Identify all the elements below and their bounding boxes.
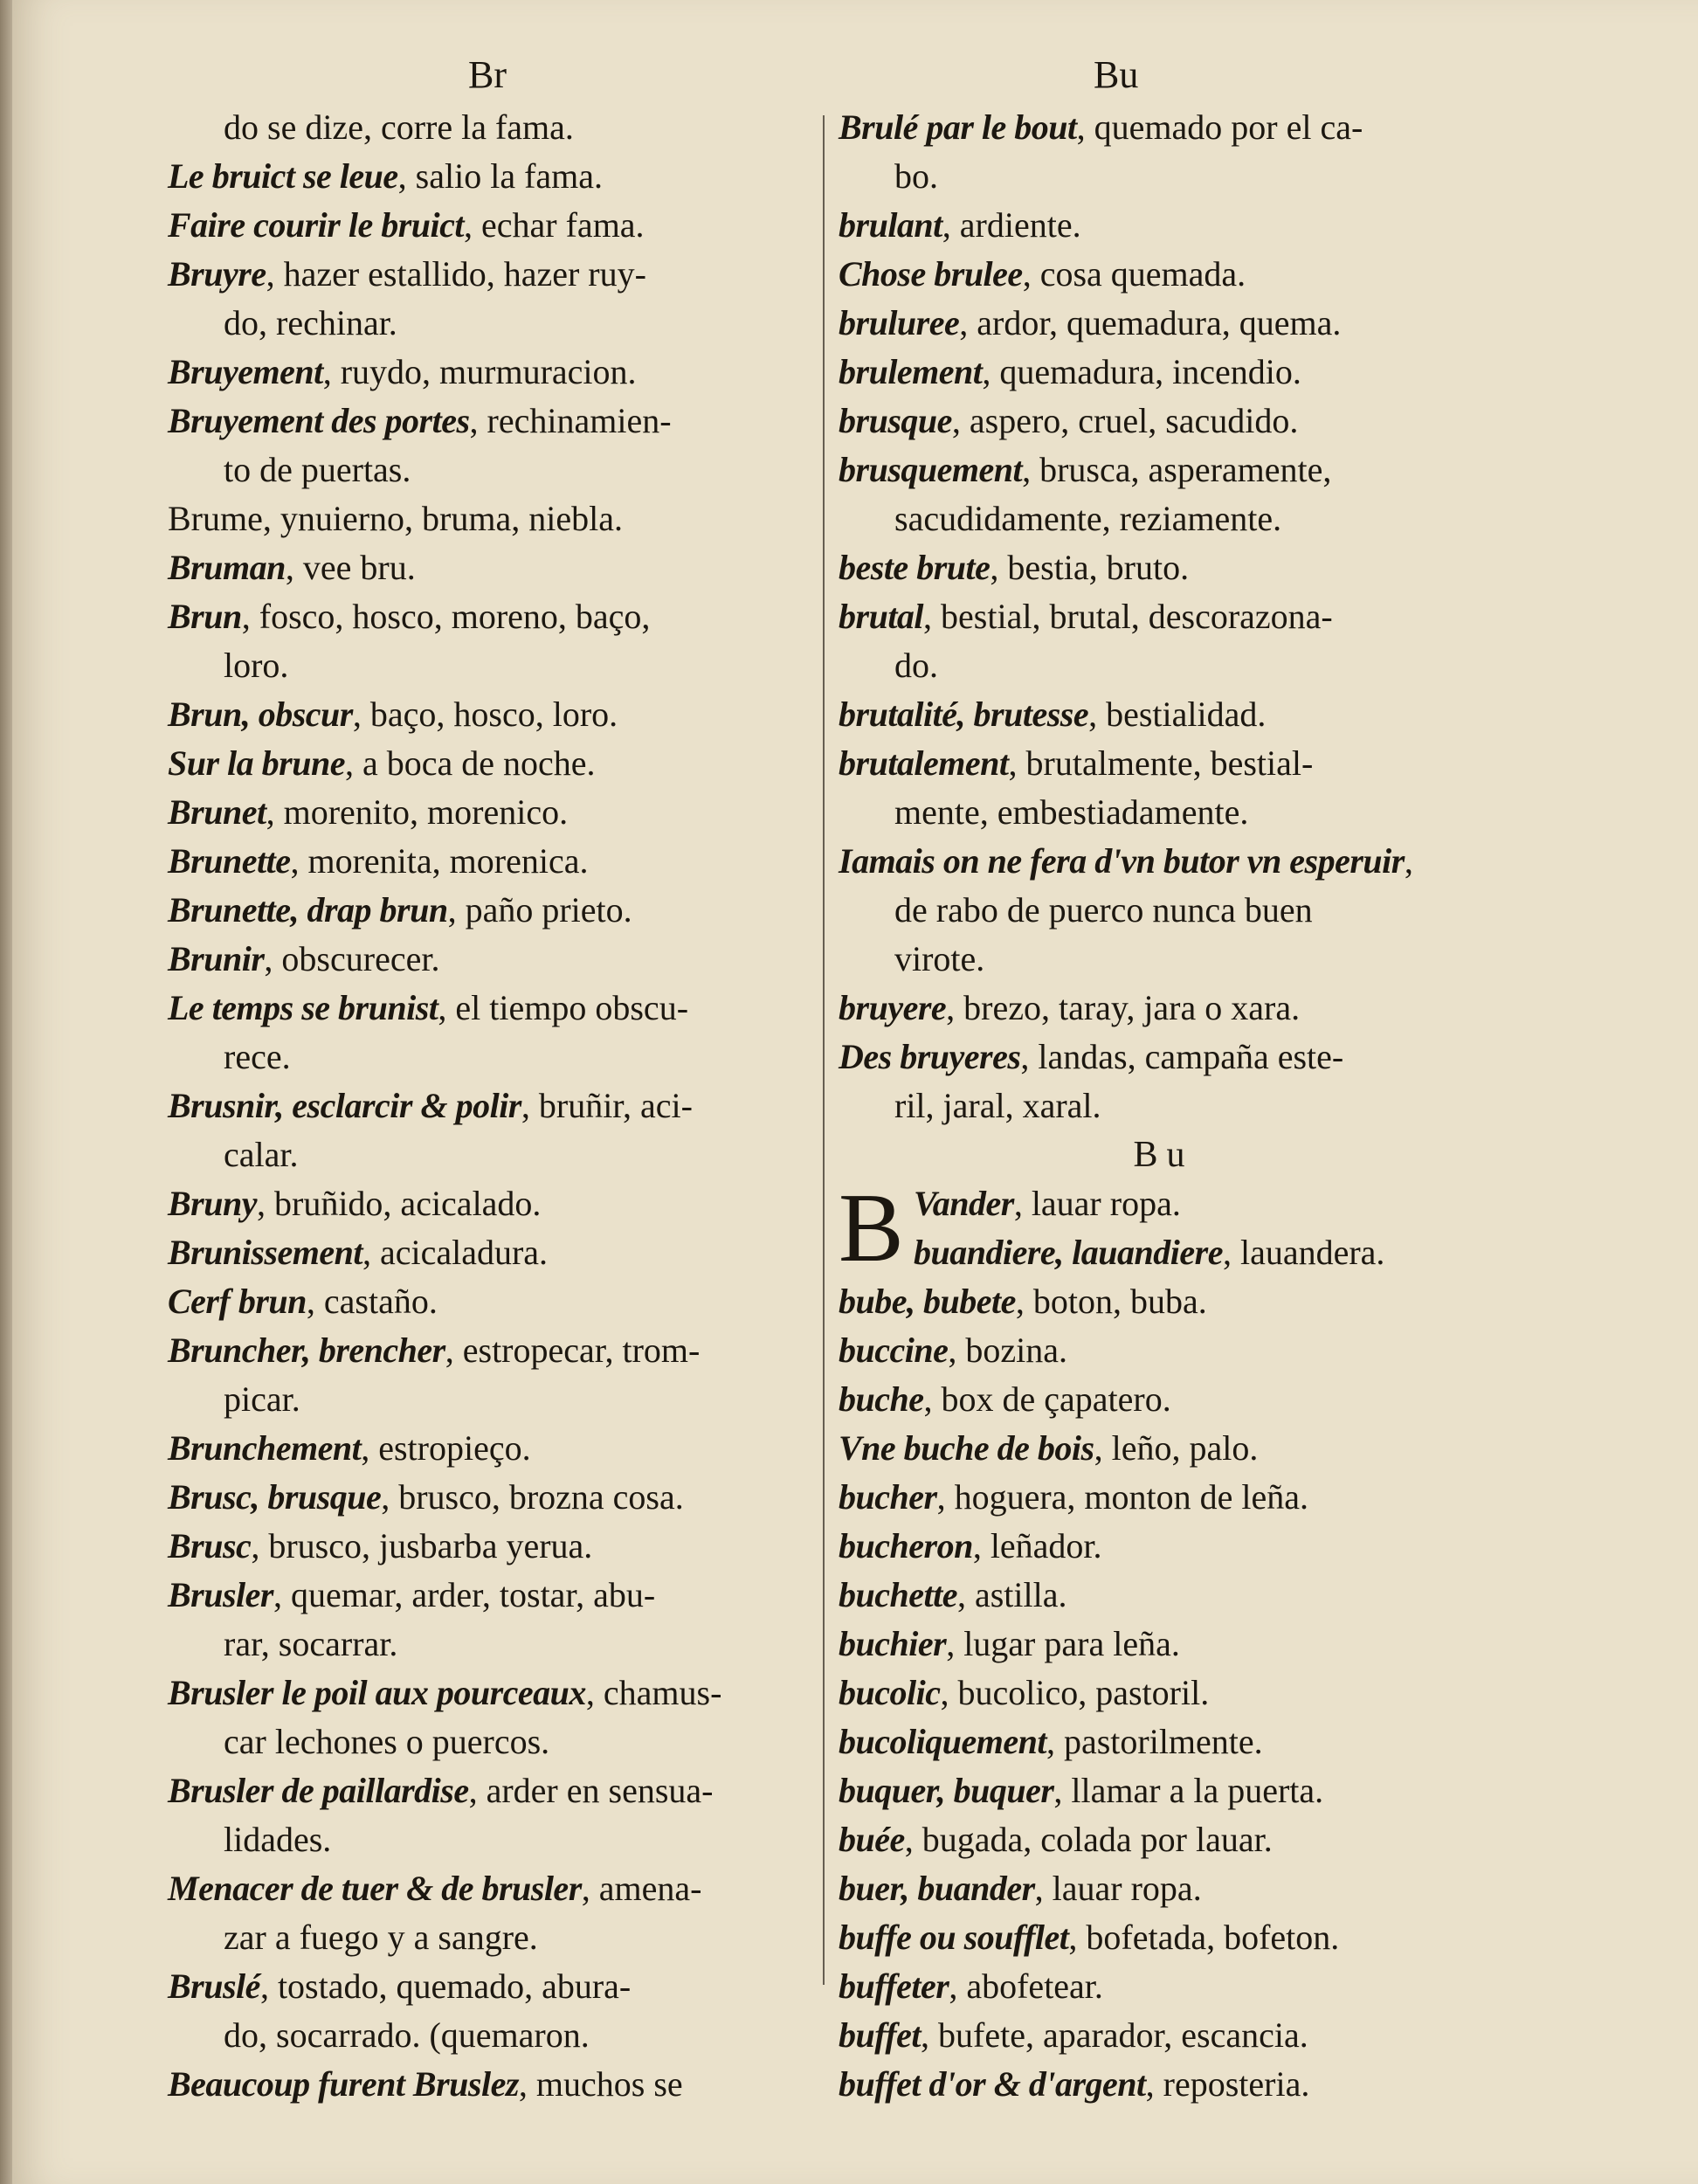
entry-translation: , brusco, jusbarba yerua. [251,1526,593,1565]
entry-headword: Bruyement [168,352,323,391]
dictionary-entry [839,152,1488,201]
dictionary-entry [839,1815,1488,1864]
entry-headword: Bruyre [168,254,266,294]
entry-translation: , tostado, quemado, abura- [259,1966,632,2006]
entry-translation: do, rechinar. [224,303,397,342]
entry-headword: Brusc, brusque [168,1477,382,1517]
entry-translation: , ardiente. [942,205,1081,245]
entry-headword: bucheron [839,1526,973,1565]
entry-translation: , brezo, taray, jara o xara. [946,988,1301,1027]
entry-translation: , bofetada, bofeton. [1068,1918,1340,1957]
dictionary-entry [839,690,1488,739]
entry-headword: brutalement [839,743,1009,783]
dictionary-entry [168,543,814,592]
dictionary-entry [168,984,814,1033]
entry-headword: Bruncher, brencher [168,1330,445,1370]
entry-translation: mente, embestiadamente. [894,792,1249,832]
entry-headword: buche [839,1379,924,1419]
dictionary-entry [168,592,814,641]
running-head-left: Br [468,53,507,96]
entry-translation: , chamus- [585,1673,722,1712]
dictionary-entry [168,1571,814,1620]
entry-headword: bucher [839,1477,937,1517]
entry-headword: Bruman [168,548,286,587]
entry-headword: Brusler [168,1575,273,1614]
entry-headword: buquer, buquer [839,1771,1054,1810]
dictionary-entry [168,1179,814,1228]
dictionary-entry [839,1424,1488,1473]
dictionary-entry [839,1375,1488,1424]
dictionary-entry [839,1033,1488,1082]
entry-translation: , baço, hosco, loro. [352,695,618,734]
dictionary-entry [839,1766,1488,1815]
entry-translation: picar. [224,1379,300,1419]
entry-translation: , aspero, cruel, sacudido. [951,401,1299,440]
entry-headword: buer, buander [839,1869,1035,1908]
entry-translation: sacudidamente, reziamente. [894,499,1282,538]
entry-translation: , morenito, morenico. [266,792,569,832]
entry-translation: to de puertas. [224,450,411,489]
dictionary-entry [168,690,814,739]
entry-translation: , bucolico, pastoril. [940,1673,1210,1712]
entry-headword: Menacer de tuer & de brusler [168,1869,582,1908]
dictionary-entry [168,1815,814,1864]
running-head-right: Bu [1094,53,1139,96]
entry-headword: Vne buche de bois [839,1428,1094,1468]
entry-headword: Brusc [168,1526,252,1565]
entry-headword: bucolic [839,1673,941,1712]
initial-lines [914,1179,1488,1277]
entry-translation: , bugada, colada por lauar. [904,1820,1273,1859]
entry-headword: brutalité, brutesse [839,695,1089,734]
dictionary-entry [839,1717,1488,1766]
entry-translation: zar a fuego y a sangre. [224,1918,538,1957]
dictionary-entry [839,1620,1488,1669]
entry-translation: , bozina. [948,1330,1067,1370]
dictionary-entry [839,641,1488,690]
entry-headword: buée [839,1820,905,1859]
entry-headword: Brunette [168,841,291,881]
entry-headword: brulant [839,205,942,245]
entry-headword: Cerf brun [168,1282,307,1321]
entry-headword: Bruyement des portes [168,401,470,440]
entry-headword: Chose brulee [839,254,1023,294]
dictionary-entry [168,788,814,837]
entry-headword: bruyere [839,988,947,1027]
entry-translation: , lauar ropa. [1013,1184,1181,1223]
dictionary-entry [839,1082,1488,1130]
entry-headword: Iamais on ne fera d'vn butor vn esperuir [839,841,1405,881]
entry-translation: , castaño. [306,1282,438,1321]
entry-headword: Faire courir le bruict [168,205,465,245]
dictionary-entry [168,494,814,543]
entry-headword: bucoliquement [839,1722,1046,1761]
entry-headword: buffet [839,2015,921,2055]
entry-translation: virote. [894,939,985,978]
dictionary-entry [839,201,1488,250]
entry-translation: , echar fama. [464,205,645,245]
dictionary-entry [839,2011,1488,2060]
entry-translation: , lugar para leña. [946,1624,1180,1663]
section-title: Bu [1133,1135,1194,1175]
initial-block [839,1174,1488,1282]
dictionary-entry [839,984,1488,1033]
entry-headword: brusque [839,401,952,440]
entry-headword: Vander [914,1184,1014,1223]
dictionary-entry [839,1913,1488,1962]
entry-translation: , quemado por el ca- [1076,107,1363,147]
dictionary-entry [168,299,814,348]
dictionary-entry [839,739,1488,788]
entry-headword: Brun [168,597,242,636]
entry-translation: , brusca, asperamente, [1022,450,1332,489]
dictionary-entry [839,1326,1488,1375]
entry-translation: ril, jaral, xaral. [894,1086,1101,1125]
entry-translation: , vee bru. [285,548,416,587]
entry-translation: , abofetear. [949,1966,1103,2006]
dictionary-entry [168,446,814,494]
entry-translation: , paño prieto. [447,890,632,930]
dictionary-entry [839,250,1488,299]
dictionary-entry [839,1473,1488,1522]
dictionary-entry [839,446,1488,494]
dictionary-entry [839,788,1488,837]
entry-translation: , bestialidad. [1088,695,1267,734]
entry-headword: beste brute [839,548,990,587]
entry-headword: buchette [839,1575,957,1614]
entry-headword: Bruslé [168,1966,260,2006]
entry-translation: , bruñir, aci- [521,1086,693,1125]
entry-translation: , brusco, brozna cosa. [381,1477,684,1517]
right-column [839,103,1488,2109]
entry-translation: , hoguera, monton de leña. [936,1477,1309,1517]
dictionary-entry [168,250,814,299]
entry-headword: Brusler de paillardise [168,1771,469,1810]
entry-translation: bo. [894,156,938,196]
dictionary-entry [168,2011,814,2060]
dictionary-entry [168,1522,814,1571]
right-column-bottom-entries [839,1277,1488,2109]
entry-translation: , amena- [581,1869,702,1908]
entry-headword: buffeter [839,1966,949,2006]
dictionary-entry [839,886,1488,935]
entry-translation: , el tiempo obscu- [438,988,689,1027]
entry-translation: , acicaladura. [362,1233,549,1272]
entry-headword: buandiere, lauandiere [914,1233,1223,1272]
entry-translation: de rabo de puerco nunca buen [894,890,1313,930]
entry-headword: Brunissement [168,1233,362,1272]
entry-translation: , morenita, morenica. [290,841,589,881]
dictionary-entry [839,1522,1488,1571]
entry-translation: , salio la fama. [397,156,604,196]
dictionary-entry [839,397,1488,446]
dictionary-entry [839,592,1488,641]
entry-translation: , reposteria. [1145,2064,1310,2104]
entry-translation: , bestial, brutal, descorazona- [923,597,1333,636]
dictionary-entry [168,1473,814,1522]
entry-headword: brutal [839,597,924,636]
entry-translation: , estropieço. [361,1428,531,1468]
entry-translation: , bruñido, acicalado. [257,1184,542,1223]
dictionary-entry [839,2060,1488,2109]
entry-translation: , lauar ropa. [1034,1869,1202,1908]
dictionary-entry [168,1717,814,1766]
entry-translation: Brume, ynuierno, bruma, niebla. [168,499,623,538]
drop-cap: B [839,1174,904,1282]
dictionary-entry [839,103,1488,152]
entry-translation: , quemadura, incendio. [982,352,1301,391]
dictionary-entry [168,1620,814,1669]
entry-headword: Beaucoup furent Bruslez [168,2064,519,2104]
entry-translation: car lechones o puercos. [224,1722,550,1761]
dictionary-entry [168,103,814,152]
entry-translation: , leñador. [972,1526,1102,1565]
dictionary-entry [168,348,814,397]
dictionary-entry [168,1082,814,1130]
dictionary-entry [168,1424,814,1473]
book-page [12,0,1698,2184]
column-divider [823,115,825,1985]
entry-translation: rece. [224,1037,291,1076]
entry-headword: buffet d'or & d'argent [839,2064,1146,2104]
entry-translation: , obscurecer. [264,939,440,978]
entry-translation: , quemar, arder, tostar, abu- [273,1575,656,1614]
entry-translation: , lauandera. [1222,1233,1385,1272]
dictionary-entry [168,641,814,690]
entry-translation: rar, socarrar. [224,1624,398,1663]
dictionary-entry [168,1228,814,1277]
entry-translation: , cosa quemada. [1022,254,1246,294]
entry-headword: Le temps se brunist [168,988,438,1027]
entry-translation: , ardor, quemadura, quema. [959,303,1342,342]
dictionary-entry [914,1228,1488,1277]
entry-translation: do, socarrado. (quemaron. [224,2015,590,2055]
entry-translation: , landas, campaña este- [1020,1037,1344,1076]
book-spine-shadow [0,0,12,2184]
entry-headword: Brunir [168,939,265,978]
dictionary-entry [839,1962,1488,2011]
dictionary-entry [168,201,814,250]
dictionary-entry [168,1326,814,1375]
entry-headword: bube, bubete [839,1282,1016,1321]
dictionary-entry [839,935,1488,984]
entry-translation: , ruydo, murmuracion. [322,352,637,391]
entry-headword: buffe ou soufflet [839,1918,1069,1957]
entry-translation: , boton, buba. [1015,1282,1207,1321]
dictionary-entry [168,1277,814,1326]
entry-headword: Des bruyeres [839,1037,1021,1076]
dictionary-entry [168,886,814,935]
entry-headword: buccine [839,1330,949,1370]
dictionary-entry [168,1033,814,1082]
dictionary-entry [168,739,814,788]
entry-headword: buchier [839,1624,947,1663]
dictionary-entry [839,494,1488,543]
entry-headword: bruluree [839,303,960,342]
entry-translation: lidades. [224,1820,332,1859]
right-column-top-entries [839,103,1488,1130]
entry-translation: , estropecar, trom- [445,1330,701,1370]
dictionary-entry [839,1669,1488,1717]
entry-translation: calar. [224,1135,299,1174]
entry-translation: , brutalmente, bestial- [1008,743,1314,783]
entry-translation: , astilla. [956,1575,1067,1614]
entry-translation: do se dize, corre la fama. [224,107,574,147]
entry-headword: Brunette, drap brun [168,890,448,930]
entry-headword: Brusler le poil aux pourceaux [168,1673,586,1712]
entry-translation: , arder en sensua- [468,1771,714,1810]
dictionary-entry [168,1130,814,1179]
entry-translation: , llamar a la puerta. [1053,1771,1324,1810]
entry-headword: Bruny [168,1184,257,1223]
entry-translation: , muchos se [518,2064,683,2104]
entry-translation: loro. [224,646,289,685]
entry-translation: , bufete, aparador, escancia. [921,2015,1308,2055]
left-column [168,103,814,2109]
entry-translation: , [1404,841,1413,881]
entry-headword: Brulé par le bout [839,107,1077,147]
entry-headword: Sur la brune [168,743,345,783]
entry-translation: , hazer estallido, hazer ruy- [266,254,646,294]
entry-headword: Brunchement [168,1428,362,1468]
dictionary-entry [839,543,1488,592]
dictionary-entry [168,1375,814,1424]
dictionary-entry [168,152,814,201]
entry-headword: brulement [839,352,983,391]
dictionary-entry [839,837,1488,886]
dictionary-entry [839,1864,1488,1913]
dictionary-entry [168,1766,814,1815]
entry-translation: , bestia, bruto. [990,548,1190,587]
dictionary-entry [914,1179,1488,1228]
entry-headword: brusquement [839,450,1023,489]
dictionary-entry [168,2060,814,2109]
dictionary-entry [168,1962,814,2011]
entry-translation: , fosco, hosco, moreno, baço, [241,597,651,636]
dictionary-entry [168,935,814,984]
entry-headword: Brun, obscur [168,695,353,734]
entry-translation: , pastorilmente. [1046,1722,1263,1761]
dictionary-entry [168,837,814,886]
dictionary-entry [168,397,814,446]
dictionary-entry [168,1913,814,1962]
dictionary-entry [168,1669,814,1717]
dictionary-entry [839,299,1488,348]
entry-headword: Le bruict se leue [168,156,398,196]
entry-translation: , a boca de noche. [344,743,596,783]
entry-headword: Brunet [168,792,266,832]
entry-translation: , leño, palo. [1094,1428,1259,1468]
dictionary-entry [839,348,1488,397]
dictionary-entry [839,1571,1488,1620]
entry-translation: , box de çapatero. [923,1379,1171,1419]
entry-headword: Brusnir, esclarcir & polir [168,1086,521,1125]
entry-translation: , rechinamien- [469,401,672,440]
entry-translation: do. [894,646,938,685]
dictionary-entry [839,1277,1488,1326]
dictionary-entry [168,1864,814,1913]
